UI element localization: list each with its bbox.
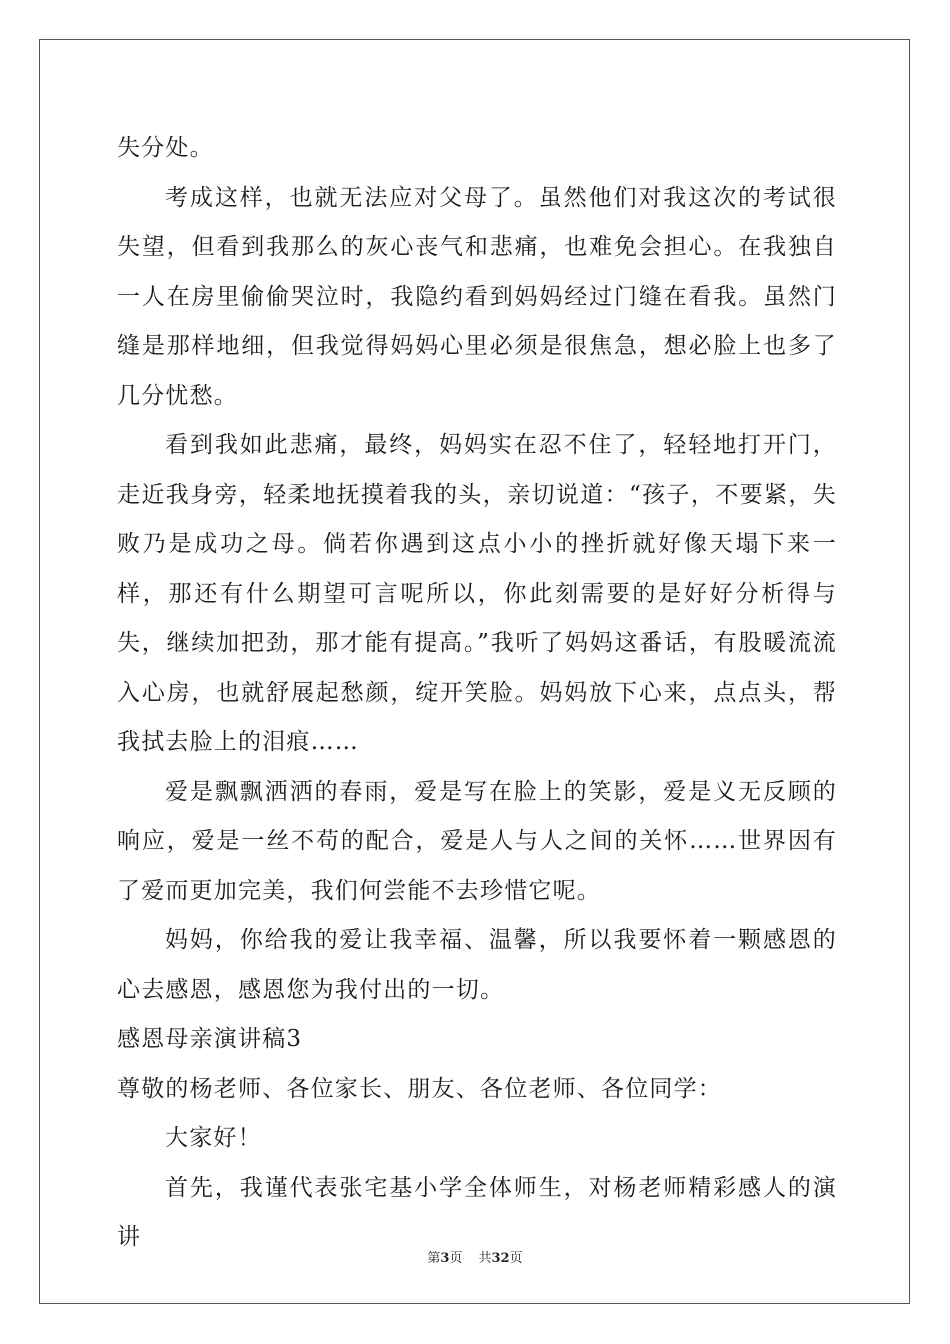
salutation: 尊敬的杨老师、各位家长、朋友、各位老师、各位同学： <box>117 1075 722 1102</box>
total-page-number: 32 <box>491 1251 510 1266</box>
footer-total-prefix: 共 <box>478 1251 492 1266</box>
paragraph-3: 看到我如此悲痛，最终，妈妈实在忍不住了，轻轻地打开门，走近我身旁，轻柔地抚摸着我的头，亲切说道：“孩子，不要紧，失败乃是成功之母。倘若你遇到这点小小的挫折就好像天塌下来一样，那还有什么期望可言呢所以，你此刻需要的是好好分析得与失，继续加把劲，那才能有提高。”我听了妈妈这番话，有股暖流流入心房，也就舒展起愁颜，绽开笑脸。妈妈放下心来，点点头，帮我拭去脸上的泪痕…… <box>117 432 837 755</box>
document-body <box>117 124 837 1263</box>
paragraph-1: 失分处。 <box>117 135 214 161</box>
footer-prefix: 第 <box>427 1251 441 1266</box>
page-footer <box>0 1247 950 1266</box>
paragraph-4: 爱是飘飘洒洒的春雨，爱是写在脸上的笑影，爱是义无反顾的响应，爱是一丝不苟的配合，爱是人与人之间的关怀……世界因有了爱而更加完美，我们何尝能不去珍惜它呢。 <box>117 778 837 904</box>
paragraph-2: 考成这样，也就无法应对父母了。虽然他们对我这次的考试很失望，但看到我那么的灰心丧气和悲痛，也难免会担心。在我独自一人在房里偷偷哭泣时，我隐约看到妈妈经过门缝在看我。虽然门缝是那样地细，但我觉得妈妈心里必须是很焦急，想必脸上也多了几分忧愁。 <box>117 184 837 409</box>
current-page-number: 3 <box>440 1251 450 1266</box>
section-title: 感恩母亲演讲稿3 <box>117 1026 303 1052</box>
greeting: 大家好！ <box>165 1125 262 1151</box>
paragraph-9: 首先，我谨代表张宅基小学全体师生，对杨老师精彩感人的演讲 <box>117 1174 837 1250</box>
footer-total-unit: 页 <box>509 1251 523 1266</box>
paragraph-5: 妈妈，你给我的爱让我幸福、温馨，所以我要怀着一颗感恩的心去感恩，感恩您为我付出的一切。 <box>117 927 837 1003</box>
footer-page-unit: 页 <box>449 1251 463 1266</box>
